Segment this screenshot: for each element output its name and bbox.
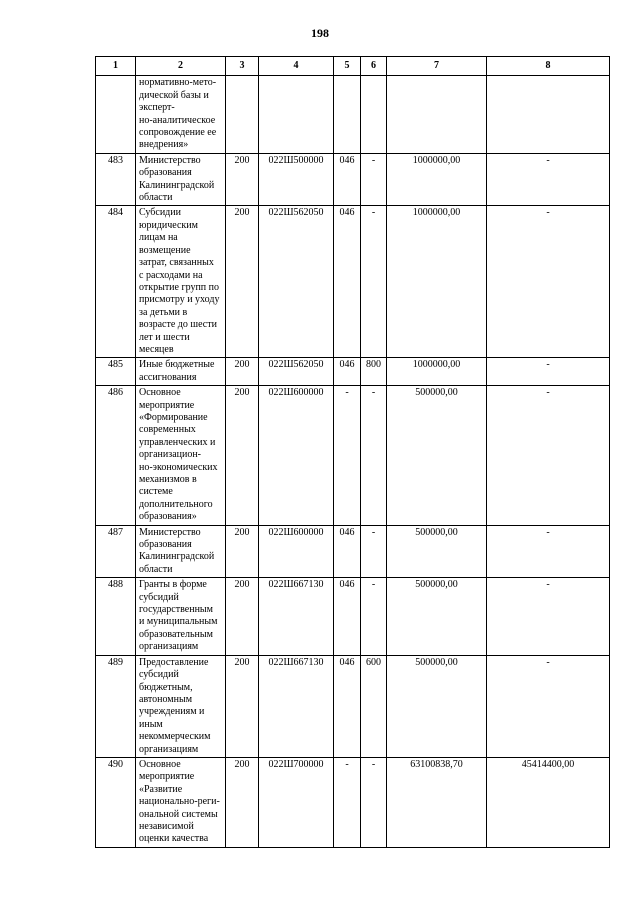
amount-cell: 1000000,00 bbox=[387, 358, 487, 386]
code-cell: 200 bbox=[226, 757, 259, 847]
table-row bbox=[96, 206, 610, 358]
code-cell: 200 bbox=[226, 655, 259, 757]
amount-next-cell: - bbox=[487, 525, 610, 578]
code-cell: 200 bbox=[226, 153, 259, 206]
amount-cell bbox=[387, 76, 487, 153]
row-number-cell: 486 bbox=[96, 386, 136, 525]
row-number-cell: 483 bbox=[96, 153, 136, 206]
table-row bbox=[96, 757, 610, 847]
target-article-cell: 022Ш562050 bbox=[259, 206, 334, 358]
header-cell: 8 bbox=[487, 57, 610, 76]
code-cell: 200 bbox=[226, 206, 259, 358]
code-cell: 200 bbox=[226, 386, 259, 525]
amount-cell: 500000,00 bbox=[387, 386, 487, 525]
expense-type-cell: - bbox=[361, 757, 387, 847]
expense-type-cell: - bbox=[361, 153, 387, 206]
expense-type-cell: - bbox=[361, 525, 387, 578]
row-number-cell: 485 bbox=[96, 358, 136, 386]
item-name-cell: Иные бюджетные ассигнования bbox=[136, 358, 226, 386]
row-number-cell: 490 bbox=[96, 757, 136, 847]
target-article-cell: 022Ш600000 bbox=[259, 386, 334, 525]
row-number-cell: 488 bbox=[96, 578, 136, 655]
target-article-cell: 022Ш500000 bbox=[259, 153, 334, 206]
ministry-code-cell: 046 bbox=[334, 578, 361, 655]
table-row bbox=[96, 525, 610, 578]
table-row bbox=[96, 386, 610, 525]
row-number-cell bbox=[96, 76, 136, 153]
amount-next-cell: - bbox=[487, 358, 610, 386]
page-number: 198 bbox=[311, 26, 329, 40]
expense-type-cell: 800 bbox=[361, 358, 387, 386]
ministry-code-cell: - bbox=[334, 757, 361, 847]
code-cell: 200 bbox=[226, 525, 259, 578]
item-name-cell: нормативно-мето- дической базы и эксперт- но-аналитическое сопровождение ее внедрения» bbox=[136, 76, 226, 153]
ministry-code-cell: - bbox=[334, 386, 361, 525]
amount-next-cell: - bbox=[487, 578, 610, 655]
expense-type-cell: - bbox=[361, 386, 387, 525]
item-name-cell: Предоставление субсидий бюджетным, автономным учреждениям и иным некоммерческим организациям bbox=[136, 655, 226, 757]
target-article-cell bbox=[259, 76, 334, 153]
table-row bbox=[96, 76, 610, 153]
expense-type-cell: - bbox=[361, 206, 387, 358]
header-cell: 5 bbox=[334, 57, 361, 76]
amount-cell: 500000,00 bbox=[387, 525, 487, 578]
target-article-cell: 022Ш700000 bbox=[259, 757, 334, 847]
amount-next-cell bbox=[487, 76, 610, 153]
amount-next-cell: - bbox=[487, 386, 610, 525]
header-cell: 7 bbox=[387, 57, 487, 76]
expense-type-cell: 600 bbox=[361, 655, 387, 757]
header-cell: 6 bbox=[361, 57, 387, 76]
target-article-cell: 022Ш667130 bbox=[259, 655, 334, 757]
row-number-cell: 484 bbox=[96, 206, 136, 358]
code-cell: 200 bbox=[226, 358, 259, 386]
item-name-cell: Основное мероприятие «Развитие национально-реги- ональной системы независимой оценки качества bbox=[136, 757, 226, 847]
target-article-cell: 022Ш600000 bbox=[259, 525, 334, 578]
ministry-code-cell: 046 bbox=[334, 358, 361, 386]
ministry-code-cell bbox=[334, 76, 361, 153]
ministry-code-cell: 046 bbox=[334, 153, 361, 206]
row-number-cell: 487 bbox=[96, 525, 136, 578]
header-row bbox=[96, 57, 610, 76]
ministry-code-cell: 046 bbox=[334, 206, 361, 358]
code-cell bbox=[226, 76, 259, 153]
amount-cell: 500000,00 bbox=[387, 655, 487, 757]
amount-next-cell: - bbox=[487, 206, 610, 358]
budget-table bbox=[95, 56, 610, 848]
item-name-cell: Гранты в форме субсидий государственным и муниципальным образовательным организациям bbox=[136, 578, 226, 655]
item-name-cell: Субсидии юридическим лицам на возмещение затрат, связанных с расходами на открытие групп по присмотру и уходу за детьми в возрасте до шести лет и шести месяцев bbox=[136, 206, 226, 358]
ministry-code-cell: 046 bbox=[334, 525, 361, 578]
expense-type-cell bbox=[361, 76, 387, 153]
table-row bbox=[96, 655, 610, 757]
amount-cell: 63100838,70 bbox=[387, 757, 487, 847]
item-name-cell: Министерство образования Калининградской области bbox=[136, 525, 226, 578]
row-number-cell: 489 bbox=[96, 655, 136, 757]
item-name-cell: Основное мероприятие «Формирование современных управленческих и организацион- но-экономических механизмов в системе дополнительного образования» bbox=[136, 386, 226, 525]
amount-cell: 1000000,00 bbox=[387, 153, 487, 206]
target-article-cell: 022Ш667130 bbox=[259, 578, 334, 655]
header-cell: 1 bbox=[96, 57, 136, 76]
expense-type-cell: - bbox=[361, 578, 387, 655]
code-cell: 200 bbox=[226, 578, 259, 655]
target-article-cell: 022Ш562050 bbox=[259, 358, 334, 386]
amount-cell: 500000,00 bbox=[387, 578, 487, 655]
amount-cell: 1000000,00 bbox=[387, 206, 487, 358]
header-cell: 3 bbox=[226, 57, 259, 76]
item-name-cell: Министерство образования Калининградской области bbox=[136, 153, 226, 206]
header-cell: 2 bbox=[136, 57, 226, 76]
table-row bbox=[96, 153, 610, 206]
header-cell: 4 bbox=[259, 57, 334, 76]
amount-next-cell: - bbox=[487, 655, 610, 757]
table-row bbox=[96, 578, 610, 655]
amount-next-cell: - bbox=[487, 153, 610, 206]
amount-next-cell: 45414400,00 bbox=[487, 757, 610, 847]
table-row bbox=[96, 358, 610, 386]
ministry-code-cell: 046 bbox=[334, 655, 361, 757]
